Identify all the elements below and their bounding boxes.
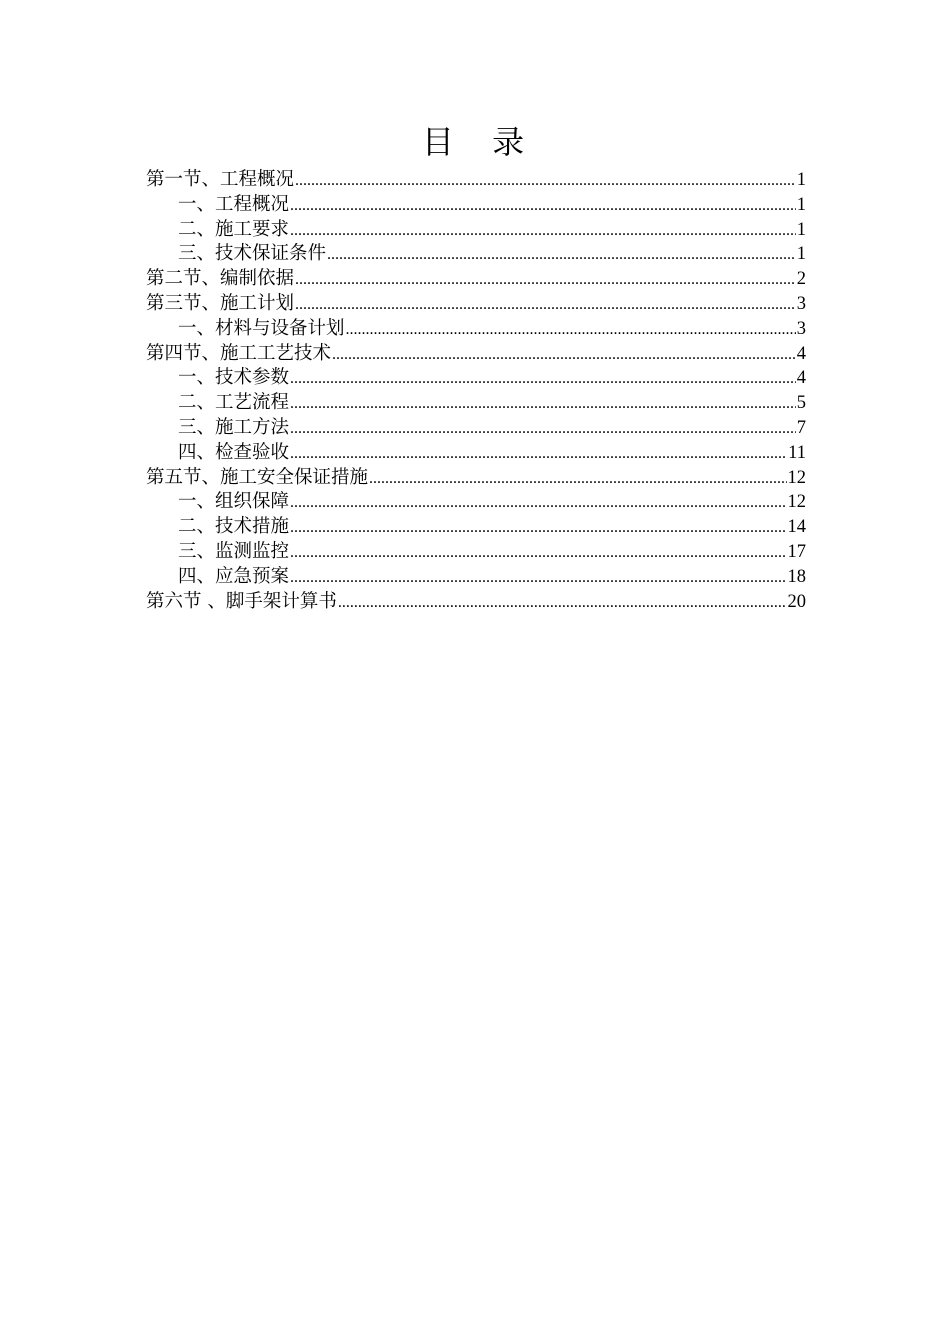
toc-entry-label: 一、组织保障: [178, 491, 290, 513]
toc-entry-label: 一、材料与设备计划: [178, 317, 345, 339]
toc-entry-label: 四、检查验收: [178, 441, 290, 463]
toc-dot-leader: [290, 566, 786, 591]
toc-entry-page: 20: [787, 591, 806, 612]
toc-dot-leader: [290, 392, 796, 417]
toc-entry-label: 第三节、施工计划: [146, 292, 295, 314]
toc-dot-leader: [295, 293, 796, 318]
toc-entry-label: 三、施工方法: [178, 416, 290, 438]
toc-dot-leader: [290, 541, 786, 566]
toc-dot-leader: [295, 169, 796, 194]
toc-entry-label: 二、施工要求: [178, 218, 290, 240]
toc-entry-page: 1: [796, 194, 806, 215]
toc-entry[interactable]: [146, 515, 806, 540]
toc-entry-label: 四、应急预案: [178, 565, 290, 587]
toc-entry-label: 第四节、施工工艺技术: [146, 342, 332, 364]
toc-entry-page: 17: [787, 541, 806, 562]
toc-entry-label: 第二节、编制依据: [146, 268, 295, 290]
toc-title: 目 录: [421, 123, 539, 161]
toc-entry[interactable]: [146, 292, 806, 317]
toc-dot-leader: [290, 219, 796, 244]
toc-entry-page: 12: [787, 467, 806, 488]
toc-entry-label: 一、技术参数: [178, 367, 290, 389]
toc-entry[interactable]: [146, 342, 806, 367]
toc-entry-page: 12: [787, 492, 806, 513]
toc-entry-page: 2: [796, 269, 806, 290]
toc-entry[interactable]: [146, 317, 806, 342]
toc-entry-label: 三、监测监控: [178, 540, 290, 562]
toc-dot-leader: [338, 591, 787, 616]
toc-entry[interactable]: [146, 416, 806, 441]
toc-entry-page: 4: [796, 343, 806, 364]
toc-entry[interactable]: [146, 193, 806, 218]
toc-entry-page: 7: [796, 417, 806, 438]
toc-entry-page: 4: [796, 368, 806, 389]
toc-entry-label: 二、技术措施: [178, 516, 290, 538]
toc-entry[interactable]: [146, 565, 806, 590]
toc-entry-page: 14: [787, 517, 806, 538]
toc-dot-leader: [327, 243, 796, 268]
toc-entry[interactable]: [146, 267, 806, 292]
toc-dot-leader: [290, 194, 796, 219]
toc-dot-leader: [290, 367, 796, 392]
toc-dot-leader: [295, 268, 796, 293]
toc-entry-page: 5: [796, 393, 806, 414]
toc-dot-leader: [369, 467, 786, 492]
toc-entry[interactable]: [146, 441, 806, 466]
toc-dot-leader: [332, 343, 796, 368]
toc-entry[interactable]: [146, 242, 806, 267]
toc-dot-leader: [290, 442, 787, 467]
toc-entry-label: 第五节、施工安全保证措施: [146, 466, 369, 488]
toc-entry-page: 1: [796, 219, 806, 240]
toc-entry[interactable]: [146, 218, 806, 243]
toc-entry-label: 一、工程概况: [178, 193, 290, 215]
toc-dot-leader: [346, 318, 796, 343]
toc-entry-page: 1: [796, 244, 806, 265]
toc-entry-label: 三、技术保证条件: [178, 243, 327, 265]
toc-list: [146, 168, 806, 614]
toc-entry-page: 1: [796, 170, 806, 190]
toc-entry[interactable]: [146, 490, 806, 515]
toc-entry-page: 18: [787, 566, 806, 587]
toc-entry-page: 3: [796, 318, 806, 339]
toc-entry[interactable]: [146, 391, 806, 416]
toc-entry-label: 第六节 、脚手架计算书: [146, 590, 337, 612]
toc-entry-label: 第一节、工程概况: [146, 169, 295, 190]
toc-dot-leader: [290, 516, 786, 541]
toc-dot-leader: [290, 417, 796, 442]
toc-entry[interactable]: [146, 540, 806, 565]
toc-dot-leader: [290, 491, 786, 516]
toc-entry-label: 二、工艺流程: [178, 392, 290, 414]
toc-entry[interactable]: [146, 466, 806, 491]
toc-entry[interactable]: [146, 366, 806, 391]
toc-entry-page: 3: [796, 293, 806, 314]
toc-entry-page: 11: [788, 442, 806, 463]
toc-entry[interactable]: [146, 168, 806, 193]
toc-entry[interactable]: [146, 590, 806, 615]
